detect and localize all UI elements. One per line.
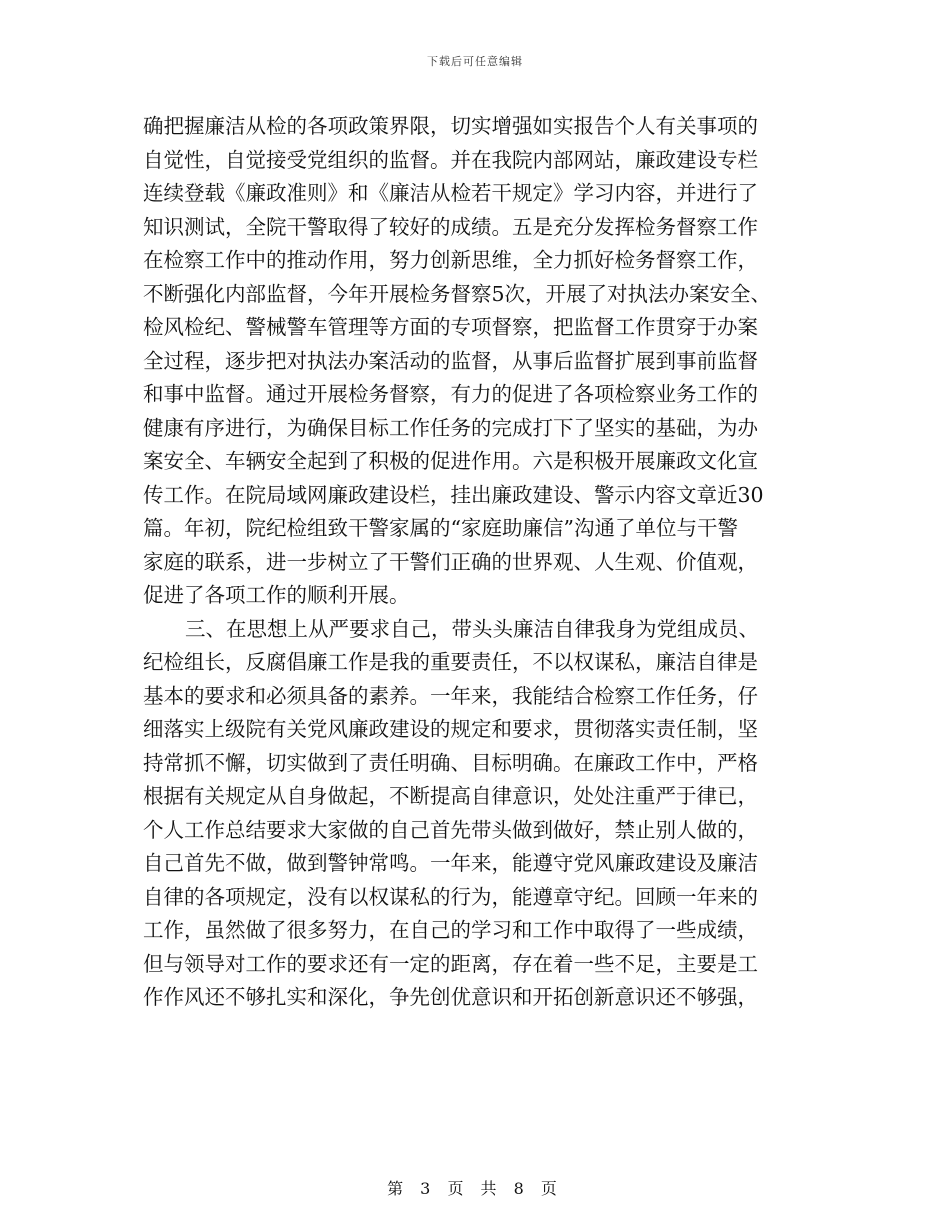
body-line: 自律的各项规定，没有以权谋私的行为，能遵章守纪。回顾一年来的 [143,884,758,909]
body-line: 不断强化内部监督，今年开展检务督察5次，开展了对执法办案安全、 [143,281,772,306]
body-line: 全过程，逐步把对执法办案活动的监督，从事后监督扩展到事前监督 [143,348,758,373]
body-line: 作作风还不够扎实和深化，争先创优意识和开拓创新意识还不够强， [143,985,758,1009]
body-line: 案安全、车辆安全起到了积极的促进作用。六是积极开展廉政文化宣 [143,449,758,473]
body-line: 持常抓不懈，切实做到了责任明确、目标明确。在廉政工作中，严格 [143,750,758,775]
body-line: 根据有关规定从自身做起，不断提高自律意识，处处注重严于律已， [143,784,758,808]
body-line: 基本的要求和必须具备的素养。一年来，我能结合检察工作任务，仔 [143,683,758,708]
body-line: 家庭的联系，进一步树立了干警们正确的世界观、人生观、价值观， [143,549,758,574]
body-line: 连续登载《廉政准则》和《廉洁从检若干规定》学习内容，并进行了 [143,181,758,205]
body-line: 和事中监督。通过开展检务督察，有力的促进了各项检察业务工作的 [143,382,758,406]
body-line: 个人工作总结要求大家做的自己首先带头做到做好，禁止别人做的， [143,817,758,842]
body-line: 工作，虽然做了很多努力，在自己的学习和工作中取得了一些成绩， [143,918,758,942]
document-body [143,110,823,1015]
body-line: 纪检组长，反腐倡廉工作是我的重要责任，不以权谋私，廉洁自律是 [143,650,758,674]
body-line: 知识测试，全院干警取得了较好的成绩。五是充分发挥检务督察工作 [143,214,758,239]
paragraph-start-line: 三、在思想上从严要求自己，带头头廉洁自律我身为党组成员、 [185,616,759,641]
body-line: 传工作。在院局域网廉政建设栏，挂出廉政建设、警示内容文章近30 [143,482,764,507]
body-line: 确把握廉洁从检的各项政策界限，切实增强如实报告个人有关事项的 [143,114,758,138]
body-line: 但与领导对工作的要求还有一定的距离，存在着一些不足，主要是工 [143,951,758,976]
body-line: 自觉性，自觉接受党组织的监督。并在我院内部网站，廉政建设专栏 [143,147,758,172]
body-line: 在检察工作中的推动作用，努力创新思维，全力抓好检务督察工作， [143,248,758,272]
body-line: 检风检纪、警械警车管理等方面的专项督察，把监督工作贯穿于办案 [143,315,758,339]
body-line: 细落实上级院有关党风廉政建设的规定和要求，贯彻落实责任制，坚 [143,717,758,741]
body-line: 自己首先不做，做到警钟常鸣。一年来，能遵守党风廉政建设及廉洁 [143,851,758,875]
page-header: 下载后可任意编辑 [427,55,523,68]
page-footer: 第 3 页 共 8 页 [387,1179,563,1198]
body-line: 健康有序进行，为确保目标工作任务的完成打下了坚实的基础，为办 [143,415,758,440]
body-line: 篇。年初，院纪检组致干警家属的“家庭助廉信”沟通了单位与干警 [143,516,738,540]
body-line: 促进了各项工作的顺利开展。 [143,583,410,607]
